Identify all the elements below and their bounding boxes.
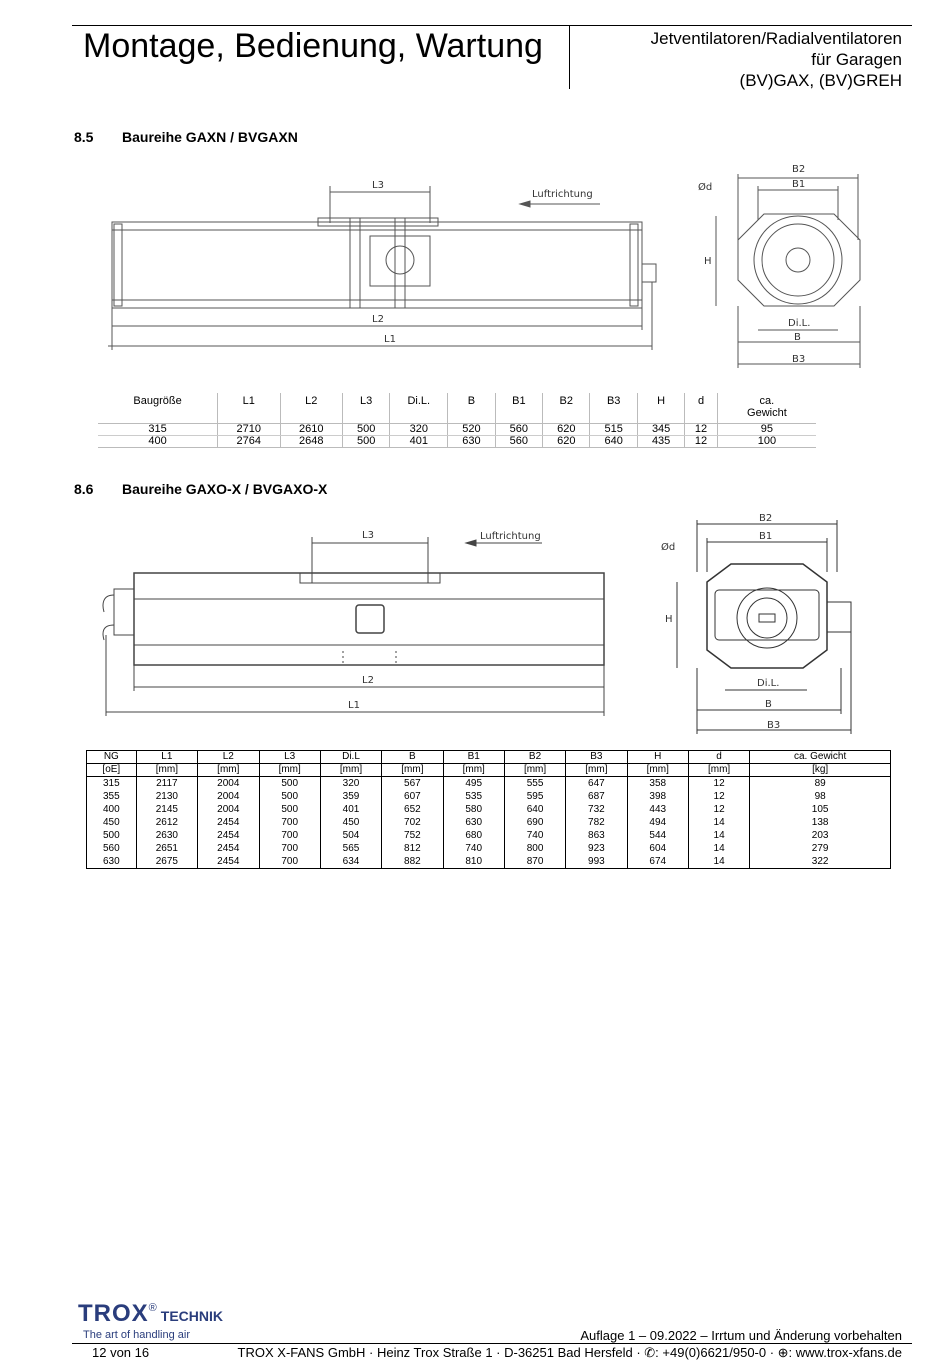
header-cell: B3 [590, 393, 637, 424]
table-cell: 450 [87, 816, 137, 829]
table-cell: 740 [443, 842, 504, 855]
header-cell: d [688, 751, 749, 764]
table-cell: 515 [590, 424, 637, 436]
table-cell: 12 [685, 424, 717, 436]
table-cell: 14 [688, 816, 749, 829]
header-cell: Di.L. [390, 393, 448, 424]
table-cell: 500 [259, 790, 320, 803]
table-cell: 535 [443, 790, 504, 803]
table-cell: 203 [750, 829, 891, 842]
table-row [98, 424, 816, 436]
section-title: Baureihe GAXO-X / BVGAXO-X [122, 481, 328, 497]
label-b3: B3 [792, 354, 806, 365]
table-cell: 560 [495, 424, 542, 436]
table-row [98, 436, 816, 448]
table-cell: 752 [382, 829, 443, 842]
header-cell: H [627, 751, 688, 764]
table-cell: 882 [382, 855, 443, 869]
gaxn-front-view-drawing [694, 160, 874, 372]
table-cell: 740 [504, 829, 565, 842]
table-cell: 595 [504, 790, 565, 803]
table-cell: 810 [443, 855, 504, 869]
label-airflow: Luftrichtung [480, 531, 541, 542]
logo-registered-mark: ® [148, 1302, 157, 1314]
gaxo-side-view-drawing [98, 525, 618, 720]
gaxn-dimension-table [98, 393, 816, 448]
header-cell: B [382, 751, 443, 764]
label-l3: L3 [372, 180, 384, 191]
subtitle-line-3: (BV)GAX, (BV)GREH [739, 71, 902, 90]
label-airflow: Luftrichtung [532, 189, 593, 200]
table-cell: 2710 [218, 424, 280, 436]
table-cell: 401 [320, 803, 381, 816]
table-cell: 401 [390, 436, 448, 448]
table-cell: 500 [87, 829, 137, 842]
table-cell: 2004 [198, 803, 259, 816]
table-cell: 345 [637, 424, 684, 436]
table-cell: 640 [504, 803, 565, 816]
table-cell: 607 [382, 790, 443, 803]
table-cell: 580 [443, 803, 504, 816]
table-cell: 400 [98, 436, 218, 448]
header-cell-weight-line2: Gewicht [747, 407, 787, 419]
label-dil: Di.L. [788, 318, 811, 329]
table-row [87, 803, 891, 816]
table-cell: 2764 [218, 436, 280, 448]
edition-note: Auflage 1 – 09.2022 – Irrtum und Änderung vorbehalten [580, 1328, 902, 1343]
header-cell: L1 [218, 393, 280, 424]
table-cell: 358 [627, 777, 688, 791]
table-cell: 993 [566, 855, 627, 869]
table-cell: 12 [688, 803, 749, 816]
header-cell: Baugröße [98, 393, 218, 424]
header-cell-weight [717, 393, 816, 424]
table-cell: 687 [566, 790, 627, 803]
header-cell: B2 [504, 751, 565, 764]
unit-cell: [kg] [750, 764, 891, 777]
table-cell: 450 [320, 816, 381, 829]
table-cell: 604 [627, 842, 688, 855]
table-cell: 95 [717, 424, 816, 436]
subtitle-line-2: für Garagen [811, 50, 902, 69]
table-cell: 500 [342, 424, 389, 436]
header-separator [569, 26, 570, 89]
table-cell: 2454 [198, 829, 259, 842]
header-cell-weight-line1: ca. [759, 395, 775, 407]
table-cell: 565 [320, 842, 381, 855]
table-cell: 702 [382, 816, 443, 829]
table-cell: 634 [320, 855, 381, 869]
label-phi-d: Ød [661, 542, 676, 553]
table-cell: 14 [688, 829, 749, 842]
unit-cell: [mm] [136, 764, 197, 777]
logo-wordmark: TROX [78, 1300, 149, 1327]
table-cell: 320 [320, 777, 381, 791]
table-cell: 680 [443, 829, 504, 842]
table-cell: 504 [320, 829, 381, 842]
header-cell: L3 [342, 393, 389, 424]
table-cell: 800 [504, 842, 565, 855]
table-cell: 320 [390, 424, 448, 436]
label-b3: B3 [767, 720, 781, 731]
table-cell: 620 [543, 436, 590, 448]
section-number: 8.5 [74, 129, 94, 145]
table-cell: 923 [566, 842, 627, 855]
table-cell: 700 [259, 816, 320, 829]
table-cell: 555 [504, 777, 565, 791]
table-cell: 690 [504, 816, 565, 829]
table-cell: 2004 [198, 790, 259, 803]
table-cell: 12 [688, 790, 749, 803]
footer-rule [72, 1343, 912, 1344]
unit-cell: [mm] [627, 764, 688, 777]
table-cell: 2130 [136, 790, 197, 803]
header-cell: NG [87, 751, 137, 764]
label-h: H [704, 256, 712, 267]
label-h: H [665, 614, 673, 625]
table-cell: 494 [627, 816, 688, 829]
table-cell: 138 [750, 816, 891, 829]
section-8-6-heading [74, 481, 327, 497]
label-b2: B2 [792, 164, 806, 175]
document-subtitle [651, 28, 902, 91]
section-8-5-heading [74, 129, 298, 145]
label-l1: L1 [348, 700, 360, 711]
gaxn-side-view-drawing [100, 178, 660, 358]
table-row [87, 777, 891, 791]
header-cell: ca. Gewicht [750, 751, 891, 764]
table-cell: 100 [717, 436, 816, 448]
table-cell: 12 [688, 777, 749, 791]
table-cell: 322 [750, 855, 891, 869]
company-info: TROX X-FANS GmbH · Heinz Trox Straße 1 · D-36251 Bad Hersfeld · ✆: +49(0)6621/950-0 · ⊕: www.trox-xfans.de [237, 1345, 902, 1360]
table-cell: 2651 [136, 842, 197, 855]
table-cell: 2117 [136, 777, 197, 791]
gaxo-front-view-drawing [655, 510, 875, 735]
header-cell: L2 [198, 751, 259, 764]
label-l2: L2 [372, 314, 384, 325]
table-row [87, 790, 891, 803]
table-cell: 732 [566, 803, 627, 816]
trox-logo [78, 1300, 223, 1328]
table-cell: 520 [448, 424, 495, 436]
table-cell: 630 [87, 855, 137, 869]
table-cell: 620 [543, 424, 590, 436]
label-b1: B1 [792, 179, 806, 190]
table-cell: 2004 [198, 777, 259, 791]
label-b: B [765, 699, 772, 710]
table-cell: 435 [637, 436, 684, 448]
gaxo-dimension-table [86, 750, 891, 869]
unit-cell: [mm] [504, 764, 565, 777]
label-b1: B1 [759, 531, 773, 542]
table-cell: 647 [566, 777, 627, 791]
logo-tagline: The art of handling air [83, 1329, 191, 1341]
table-cell: 500 [259, 803, 320, 816]
label-l2: L2 [362, 675, 374, 686]
table-cell: 870 [504, 855, 565, 869]
table-cell: 400 [87, 803, 137, 816]
unit-cell: [mm] [198, 764, 259, 777]
header-cell: B1 [443, 751, 504, 764]
table-cell: 652 [382, 803, 443, 816]
table-cell: 2612 [136, 816, 197, 829]
header-cell: L3 [259, 751, 320, 764]
table-cell: 812 [382, 842, 443, 855]
header-cell: B3 [566, 751, 627, 764]
table-cell: 359 [320, 790, 381, 803]
header-cell: B1 [495, 393, 542, 424]
page-number: 12 von 16 [92, 1345, 150, 1360]
table-cell: 279 [750, 842, 891, 855]
table-cell: 398 [627, 790, 688, 803]
label-dil: Di.L. [757, 678, 780, 689]
table-cell: 14 [688, 855, 749, 869]
table-cell: 98 [750, 790, 891, 803]
header-cell: H [637, 393, 684, 424]
table-cell: 355 [87, 790, 137, 803]
table-cell: 2454 [198, 842, 259, 855]
table-row [87, 816, 891, 829]
header-cell: L1 [136, 751, 197, 764]
table-cell: 14 [688, 842, 749, 855]
table-cell: 12 [685, 436, 717, 448]
unit-cell: [oE] [87, 764, 137, 777]
table-cell: 640 [590, 436, 637, 448]
header-cell: Di.L [320, 751, 381, 764]
table-cell: 443 [627, 803, 688, 816]
page-title: Montage, Bedienung, Wartung [83, 27, 543, 65]
table-cell: 700 [259, 842, 320, 855]
table-cell: 500 [342, 436, 389, 448]
header-cell: L2 [280, 393, 342, 424]
table-cell: 782 [566, 816, 627, 829]
unit-cell: [mm] [443, 764, 504, 777]
unit-cell: [mm] [688, 764, 749, 777]
table-cell: 89 [750, 777, 891, 791]
unit-cell: [mm] [382, 764, 443, 777]
table-header-row [87, 751, 891, 764]
section-number: 8.6 [74, 481, 94, 497]
header-cell: B2 [543, 393, 590, 424]
subtitle-line-1: Jetventilatoren/Radialventilatoren [650, 29, 902, 48]
label-l3: L3 [362, 530, 374, 541]
table-cell: 315 [87, 777, 137, 791]
table-cell: 2454 [198, 855, 259, 869]
table-header-row [98, 393, 816, 424]
table-unit-row [87, 764, 891, 777]
header-cell: d [685, 393, 717, 424]
unit-cell: [mm] [320, 764, 381, 777]
table-row [87, 855, 891, 869]
table-cell: 863 [566, 829, 627, 842]
table-cell: 500 [259, 777, 320, 791]
table-cell: 2454 [198, 816, 259, 829]
table-cell: 630 [448, 436, 495, 448]
table-row [87, 829, 891, 842]
unit-cell: [mm] [259, 764, 320, 777]
table-cell: 105 [750, 803, 891, 816]
label-l1: L1 [384, 334, 396, 345]
logo-subtext: TECHNIK [160, 1308, 224, 1324]
table-cell: 495 [443, 777, 504, 791]
table-cell: 700 [259, 829, 320, 842]
label-phi-d: Ød [698, 182, 713, 193]
table-cell: 560 [87, 842, 137, 855]
header-cell: B [448, 393, 495, 424]
table-cell: 544 [627, 829, 688, 842]
table-cell: 315 [98, 424, 218, 436]
table-row [87, 842, 891, 855]
table-cell: 2610 [280, 424, 342, 436]
table-cell: 560 [495, 436, 542, 448]
table-cell: 674 [627, 855, 688, 869]
unit-cell: [mm] [566, 764, 627, 777]
table-cell: 567 [382, 777, 443, 791]
table-cell: 2630 [136, 829, 197, 842]
table-cell: 2145 [136, 803, 197, 816]
label-b: B [794, 332, 801, 343]
table-cell: 2675 [136, 855, 197, 869]
table-cell: 700 [259, 855, 320, 869]
section-title: Baureihe GAXN / BVGAXN [122, 129, 298, 145]
table-cell: 2648 [280, 436, 342, 448]
label-b2: B2 [759, 513, 773, 524]
table-cell: 630 [443, 816, 504, 829]
